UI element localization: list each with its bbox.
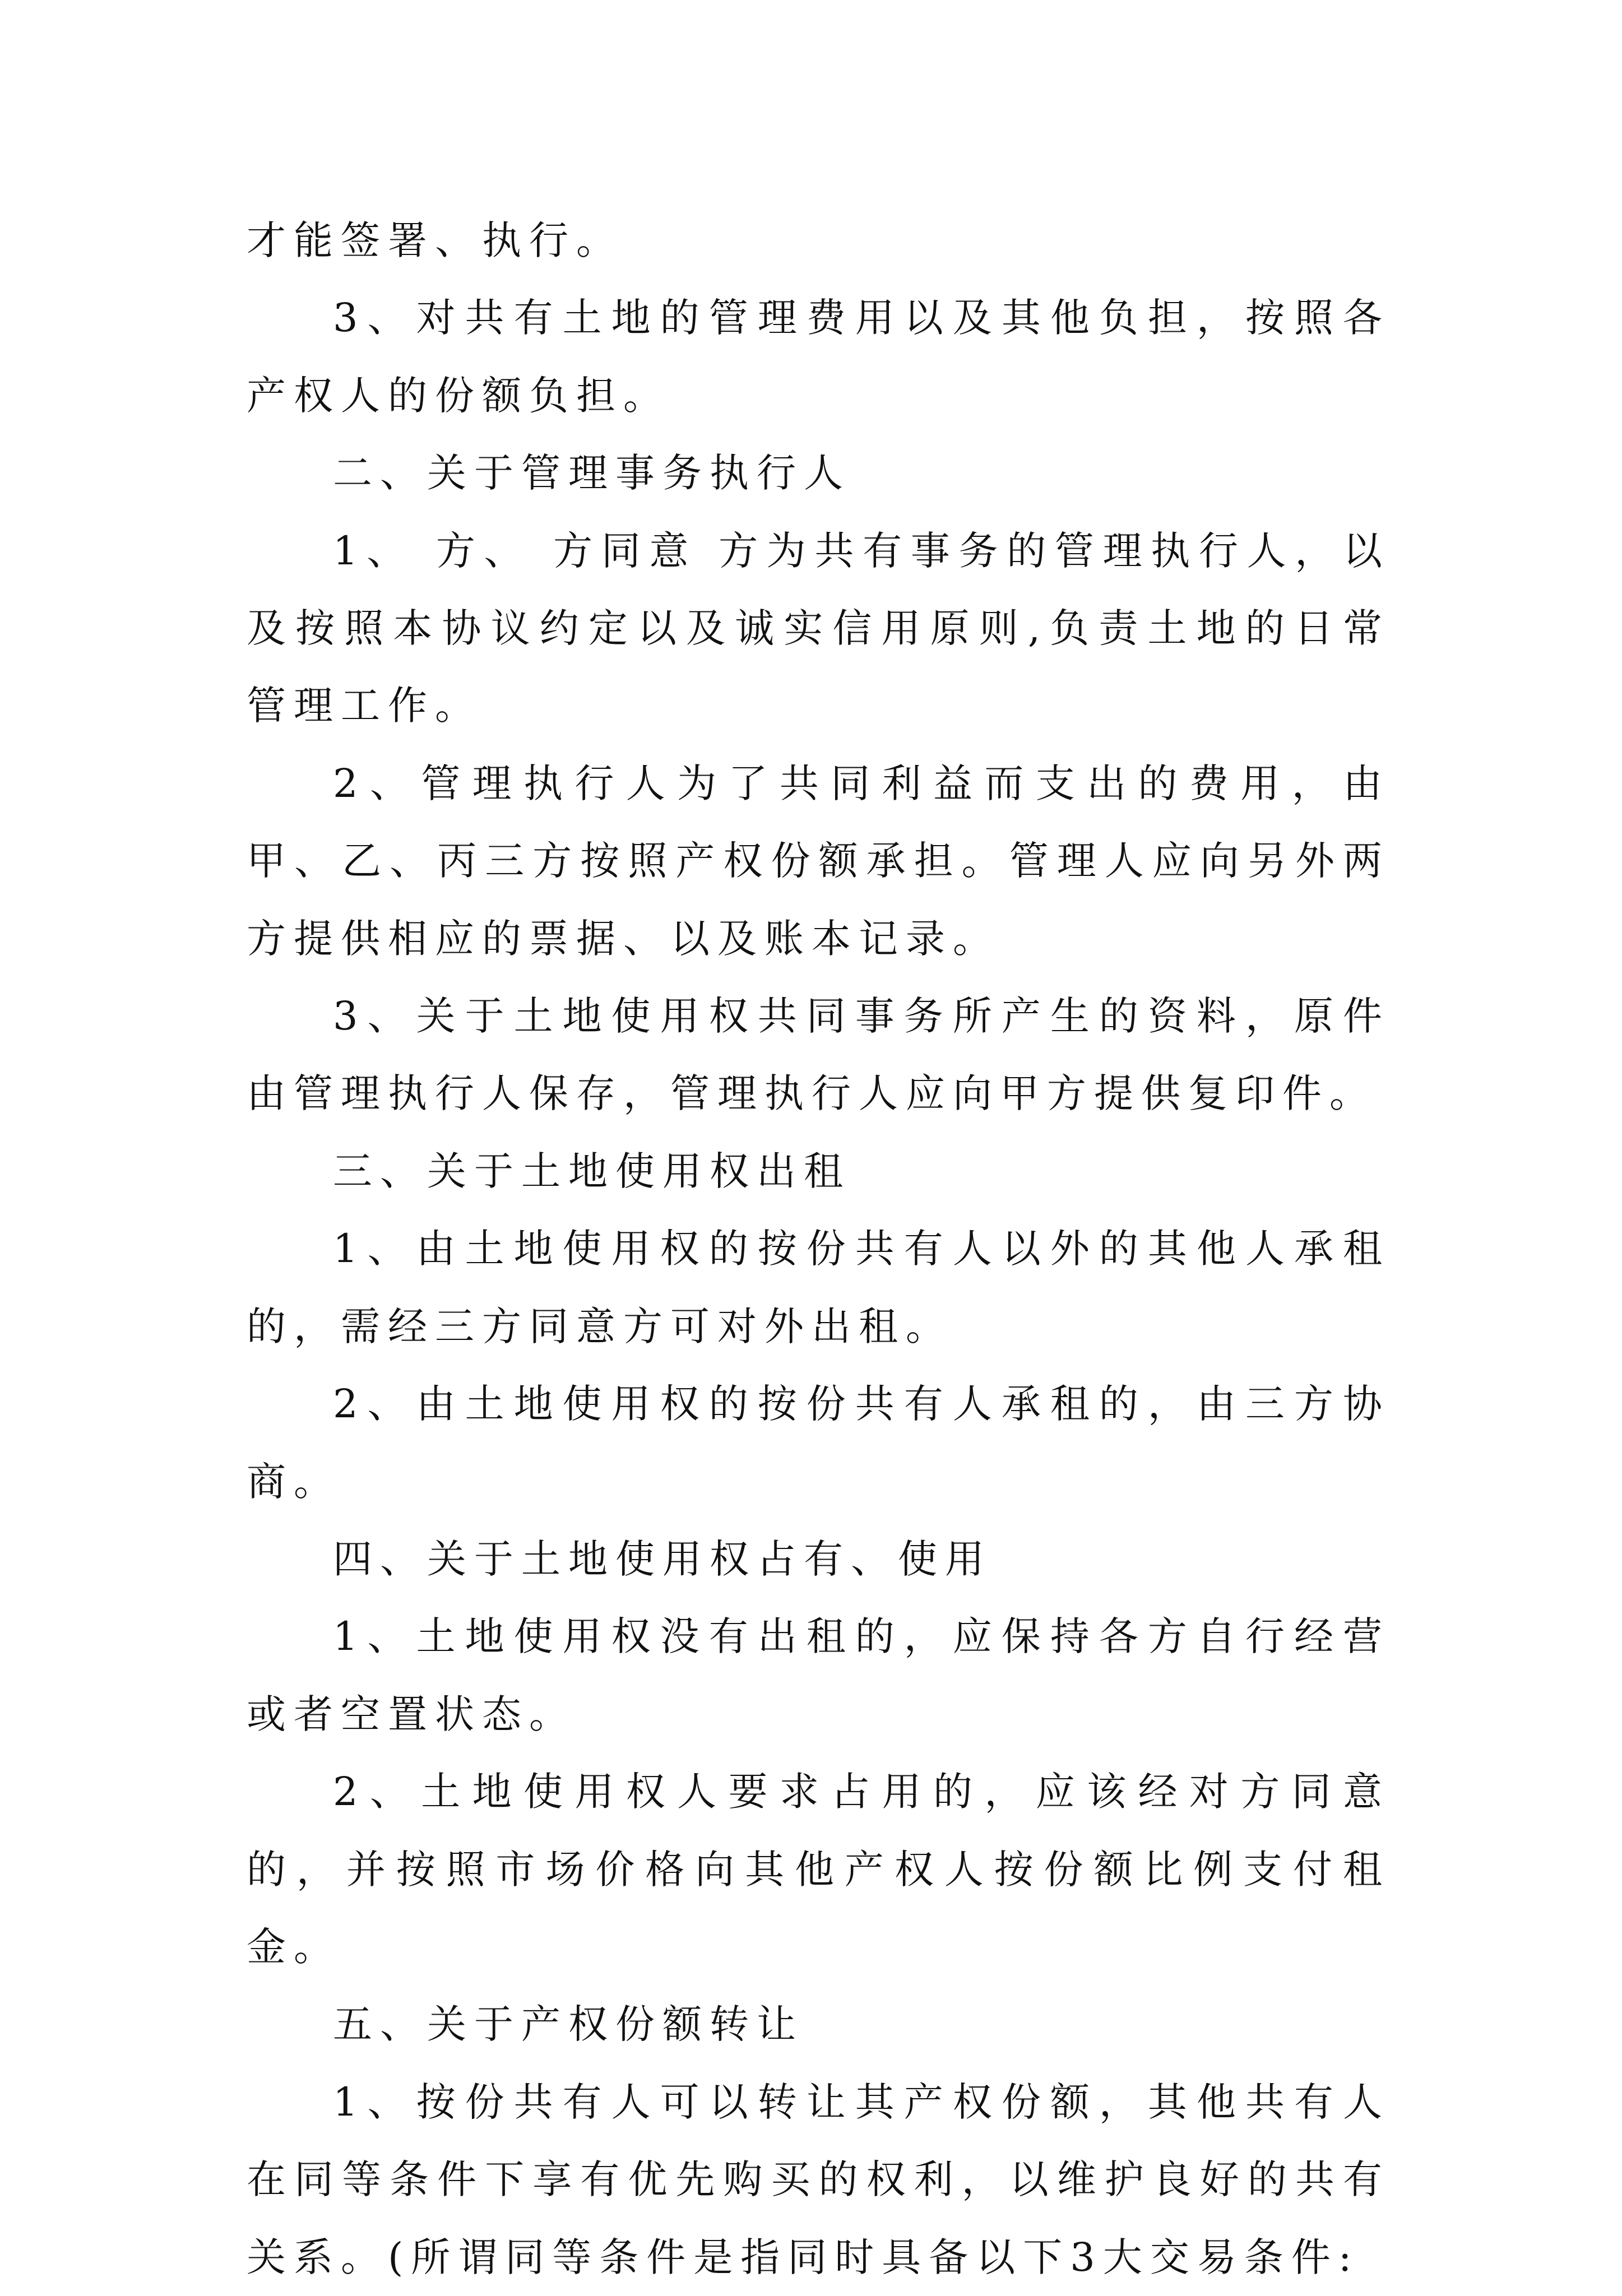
paragraph-clause-1-3: 3、对共有土地的管理费用以及其他负担，按照各产权人的份额负担。 <box>247 295 1390 419</box>
paragraph-clause-4-2: 2、土地使用权人要求占用的，应该经对方同意的，并按照市场价格向其他产权人按份额比例支付租金。 <box>247 1769 1390 1970</box>
paragraph-clause-2-2: 2、管理执行人为了共同利益而支出的费用，由甲、乙、丙三方按照产权份额承担。管理人应向另外两方提供相应的票据、以及账本记录。 <box>247 760 1390 962</box>
section-heading-3: 三、关于土地使用权出租 <box>333 1148 851 1194</box>
paragraph-clause-5-1: 1、按份共有人可以转让其产权份额，其他共有人在同等条件下享有优先购买的权利，以维护良好的共有关系。(所谓同等条件是指同时具备以下3大交易条件: <box>247 2079 1390 2280</box>
paragraph-continuation: 才能签署、执行。 <box>247 217 623 263</box>
section-heading-4: 四、关于土地使用权占有、使用 <box>333 1536 992 1582</box>
paragraph-clause-2-3: 3、关于土地使用权共同事务所产生的资料，原件由管理执行人保存，管理执行人应向甲方提供复印件。 <box>247 993 1390 1117</box>
section-heading-5: 五、关于产权份额转让 <box>333 2001 804 2048</box>
paragraph-clause-3-1: 1、由土地使用权的按份共有人以外的其他人承租的，需经三方同意方可对外出租。 <box>247 1226 1390 1349</box>
paragraph-clause-2-1: 1、 方、 方同意 方为共有事务的管理执行人，以及按照本协议约定以及诚实信用原则,负责土地的日常管理工作。 <box>247 527 1390 729</box>
section-heading-2: 二、关于管理事务执行人 <box>333 450 851 497</box>
document-body <box>247 202 1390 2296</box>
paragraph-clause-4-1: 1、土地使用权没有出租的，应保持各方自行经营或者空置状态。 <box>247 1613 1390 1737</box>
paragraph-clause-3-2: 2、由土地使用权的按份共有人承租的，由三方协商。 <box>247 1381 1390 1505</box>
